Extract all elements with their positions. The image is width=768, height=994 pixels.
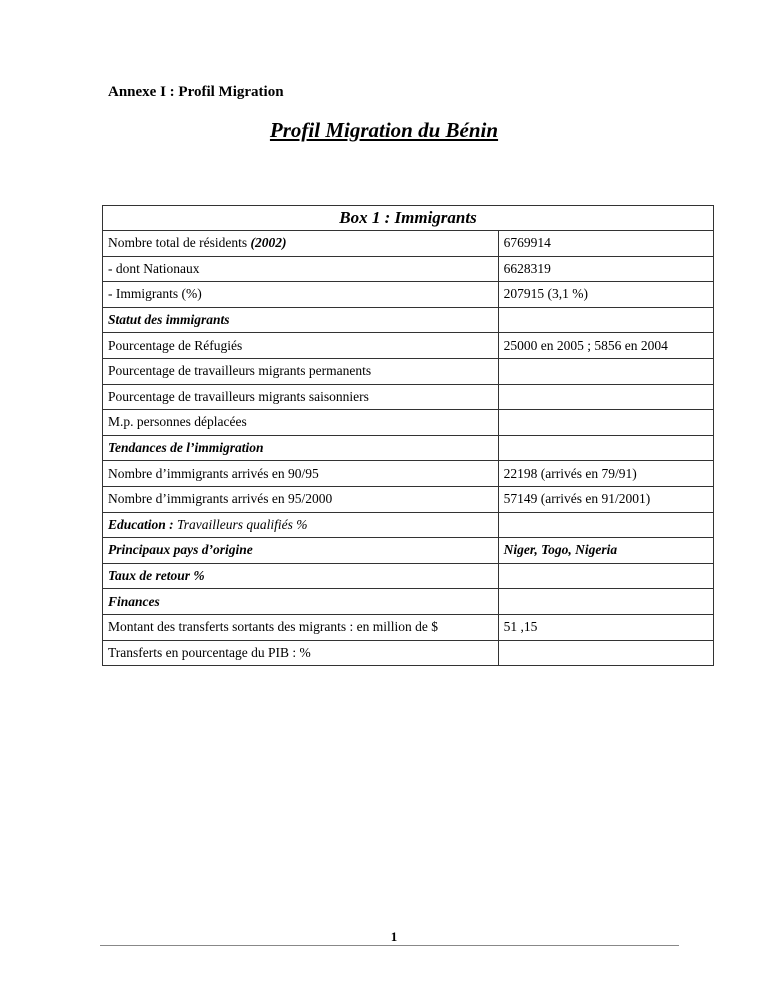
row-label: Transferts en pourcentage du PIB : %	[103, 640, 499, 666]
row-value	[498, 563, 713, 589]
table-row	[103, 486, 714, 512]
section-row	[103, 307, 714, 333]
table-row	[103, 282, 714, 308]
section-row	[103, 512, 714, 538]
footer-divider	[100, 945, 679, 946]
row-value: 22198 (arrivés en 79/91)	[498, 461, 713, 487]
row-value	[498, 640, 713, 666]
row-label: - Immigrants (%)	[103, 282, 499, 308]
row-value	[498, 307, 713, 333]
section-row	[103, 538, 714, 564]
row-value	[498, 512, 713, 538]
section-label: Taux de retour %	[103, 563, 499, 589]
row-value	[498, 410, 713, 436]
row-label	[103, 231, 499, 257]
row-value: 6769914	[498, 231, 713, 257]
row-value: 6628319	[498, 256, 713, 282]
table-row	[103, 358, 714, 384]
row-label: M.p. personnes déplacées	[103, 410, 499, 436]
row-label: Pourcentage de Réfugiés	[103, 333, 499, 359]
table-row	[103, 256, 714, 282]
label-text: Nombre total de résidents	[108, 235, 251, 251]
document-title: Profil Migration du Bénin	[269, 118, 499, 142]
table-row	[103, 640, 714, 666]
page-number: 1	[390, 929, 398, 944]
table-header-row	[103, 206, 714, 231]
box-title: Box 1 : Immigrants	[103, 206, 714, 231]
row-value	[498, 435, 713, 461]
section-row	[103, 435, 714, 461]
section-label: Finances	[103, 589, 499, 615]
row-value	[498, 589, 713, 615]
table-row	[103, 333, 714, 359]
row-label: Pourcentage de travailleurs migrants saisonniers	[103, 384, 499, 410]
table-row	[103, 231, 714, 257]
row-value: 57149 (arrivés en 91/2001)	[498, 486, 713, 512]
row-label: Pourcentage de travailleurs migrants permanents	[103, 358, 499, 384]
row-label: - dont Nationaux	[103, 256, 499, 282]
row-value: 51 ,15	[498, 614, 713, 640]
row-value: 25000 en 2005 ; 5856 en 2004	[498, 333, 713, 359]
table-row	[103, 410, 714, 436]
row-label: Montant des transferts sortants des migrants : en million de $	[103, 614, 499, 640]
section-label: Principaux pays d’origine	[103, 538, 499, 564]
annex-heading: Annexe I : Profil Migration	[108, 84, 284, 100]
table-row	[103, 614, 714, 640]
row-label: Nombre d’immigrants arrivés en 95/2000	[103, 486, 499, 512]
immigrants-table	[102, 205, 714, 666]
row-label	[103, 512, 499, 538]
table-row	[103, 384, 714, 410]
row-label: Nombre d’immigrants arrivés en 90/95	[103, 461, 499, 487]
label-detail: Travailleurs qualifiés %	[177, 516, 308, 532]
label-year: (2002)	[250, 235, 287, 251]
row-value: Niger, Togo, Nigeria	[498, 538, 713, 564]
table-row	[103, 461, 714, 487]
row-value: 207915 (3,1 %)	[498, 282, 713, 308]
section-label: Statut des immigrants	[103, 307, 499, 333]
section-label: Tendances de l’immigration	[103, 435, 499, 461]
row-value	[498, 358, 713, 384]
row-value	[498, 384, 713, 410]
section-label: Education :	[108, 516, 178, 532]
section-row	[103, 589, 714, 615]
section-row	[103, 563, 714, 589]
